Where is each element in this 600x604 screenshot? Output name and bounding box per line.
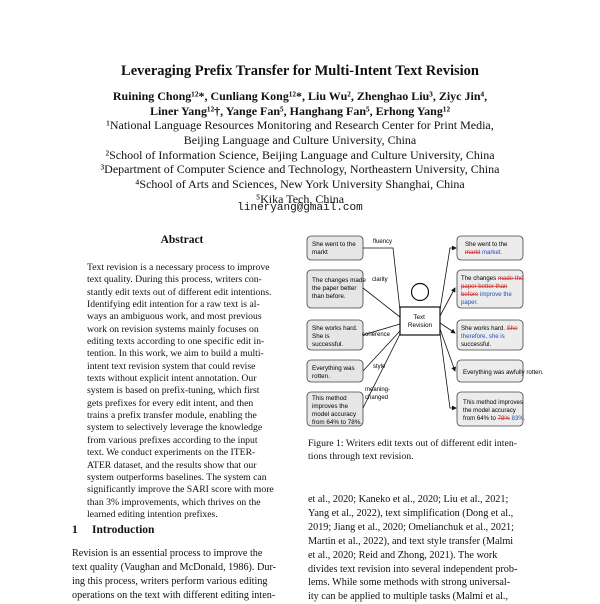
input-box-fluency <box>307 236 363 260</box>
output-text-style: Everything was awfully rotten. <box>463 369 544 376</box>
abstract-line: system outperforms baselines. The system can <box>87 471 267 483</box>
writer-head-icon <box>412 284 429 301</box>
output-arrows <box>440 248 456 408</box>
right-column-body <box>308 493 530 604</box>
section-title: Introduction <box>92 524 155 536</box>
introduction-body <box>72 547 294 603</box>
output-arrow <box>440 333 456 408</box>
writer-figure <box>400 284 440 336</box>
intro-line: operations on the text with different editing inten- <box>72 589 276 601</box>
affiliation-line: ³Department of Computer Science and Technology, Northeastern University, China <box>100 162 500 177</box>
abstract-line: texts without explicit intent annotation. Our <box>87 373 257 385</box>
author-line: Liner Yang¹²†, Yange Fan⁵, Hanghang Fan⁵, Erhong Yang¹² <box>149 104 451 118</box>
input-text-meaning: This method improves the model accuracy from 64% to 78%. <box>312 395 363 426</box>
body-line: divides text revision into several independent prob- <box>308 563 518 575</box>
body-line: 2019; Jiang et al., 2020; Omelianchuk et al., 2021; <box>308 521 514 533</box>
abstract-line: ATER dataset, and the results show that our <box>87 459 257 471</box>
figure-1-caption <box>308 437 530 463</box>
affiliation-line: ²School of Information Science, Beijing Language and Culture University, China <box>105 147 495 162</box>
abstract-line: system to selectively leverage the knowledge <box>87 422 263 434</box>
input-text-coherence: She works hard. She is successful. <box>312 325 358 348</box>
output-text-coherence: She works hard. She therefore, she is successful. <box>461 325 518 348</box>
output-arrow <box>440 323 455 333</box>
output-boxes <box>457 236 544 426</box>
abstract-line: significantly improve the SARI score with more <box>87 484 274 496</box>
body-line: et al., 2020; Kaneko et al., 2020; Liu et al., 2021; <box>308 494 509 505</box>
author-list <box>0 89 600 119</box>
affiliation-line: Beijing Language and Culture University, China <box>183 132 417 147</box>
output-text-clarity: The changes made the paper better than before improve the paper. <box>461 275 524 306</box>
body-line: Martin et al., 2022), and text style transfer (Malmi <box>308 535 514 547</box>
intro-line: ing this process, writers perform various editing <box>72 575 268 587</box>
input-text-clarity: The changes made the paper better than before. <box>312 277 366 300</box>
output-box-fluency <box>457 236 523 260</box>
paper-title: Leveraging Prefix Transfer for Multi-Intent Text Revision <box>121 63 479 79</box>
abstract-line: Identifying edit intention for a raw text is al- <box>87 299 260 311</box>
body-line: lems. While some methods with strong universal- <box>308 577 511 589</box>
input-boxes <box>307 236 366 426</box>
abstract-line: learned editing intention prefixes. <box>87 508 218 520</box>
abstract-heading: Abstract <box>160 234 204 246</box>
intent-labels <box>362 239 392 401</box>
intent-label-coherence: coherence <box>362 332 391 338</box>
caption-line: tions through text revision. <box>308 451 414 462</box>
contact-email[interactable]: lineryang@gmail.com <box>237 202 363 214</box>
affiliation-line: ⁴School of Arts and Sciences, New York University Shanghai, China <box>135 177 465 192</box>
abstract-line: work on revision systems mainly focuses on <box>87 323 259 335</box>
abstract-line: text quality. During this process, writers con- <box>87 274 262 286</box>
abstract-line: stantly edit texts out of different edit intentions. <box>87 286 272 298</box>
abstract-line: intent text revision system that could revise <box>87 360 256 372</box>
abstract-line: from various prefixes according to the input <box>87 434 258 446</box>
input-connectors <box>363 248 400 408</box>
abstract-body <box>87 262 280 521</box>
section-heading-introduction <box>72 524 154 536</box>
abstract-line: trains a prefix transfer module, enabling the <box>87 410 257 422</box>
affiliations <box>0 118 600 207</box>
intent-label-fluency: fluency <box>373 239 393 245</box>
abstract-line: gets prefixes for every edit intent, and then <box>87 397 254 409</box>
abstract-line: text. We conduct experiments on the ITER- <box>87 447 256 459</box>
abstract-line: than 3% improvements, which thrives on the <box>87 496 261 508</box>
abstract-line: ways an ambiguous work, and most previous <box>87 311 262 323</box>
author-line: Ruining Chong¹²*, Cunliang Kong¹²*, Liu Wu², Zhenghao Liu³, Ziyc Jin⁴, <box>112 89 488 103</box>
intent-label-clarity: clarity <box>372 277 388 283</box>
section-number: 1 <box>72 524 78 536</box>
writer-body-box <box>400 307 440 335</box>
input-text-fluency: She went to the markt <box>312 241 356 256</box>
body-line: Yang et al., 2022), text simplification (Dong et al., <box>308 507 514 519</box>
center-label-line: Revision <box>407 322 433 329</box>
abstract-line: editing texts according to one specific edit in- <box>87 336 265 348</box>
output-text-meaning: This method improves the model accuracy from 64% to 78% 83%. <box>463 399 526 422</box>
body-line: ity can be applied to multiple tasks (Malmi et al., <box>308 591 509 603</box>
affiliation-line: ⁵Kika Tech, China <box>255 191 345 206</box>
body-line: et al., 2020; Reid and Zhong, 2021). The work <box>308 549 498 561</box>
output-arrow <box>440 288 455 316</box>
intent-label-meaning: meaning-changed <box>365 387 391 401</box>
intro-line: Revision is an essential process to improve the <box>72 548 263 559</box>
affiliation-line: ¹National Language Resources Monitoring and Research Center for Print Media, <box>106 118 494 132</box>
center-label-line: Text <box>413 314 425 321</box>
input-text-style: Everything was rotten. <box>312 365 355 380</box>
caption-line: Figure 1: Writers edit texts out of different edit inten- <box>308 438 518 449</box>
output-text-fluency: She went to the markt market. <box>465 241 508 256</box>
connector-line <box>363 288 400 317</box>
abstract-line: Text revision is a necessary process to improve <box>87 262 270 273</box>
abstract-line: system is based on prefix-tuning, which first <box>87 385 260 397</box>
intent-label-style: style <box>373 364 386 370</box>
abstract-line: tention. In this work, we aim to build a multi- <box>87 348 264 360</box>
figure-1-diagram <box>305 232 544 432</box>
intro-line: text quality (Vaughan and McDonald, 1986). Dur- <box>72 561 277 573</box>
